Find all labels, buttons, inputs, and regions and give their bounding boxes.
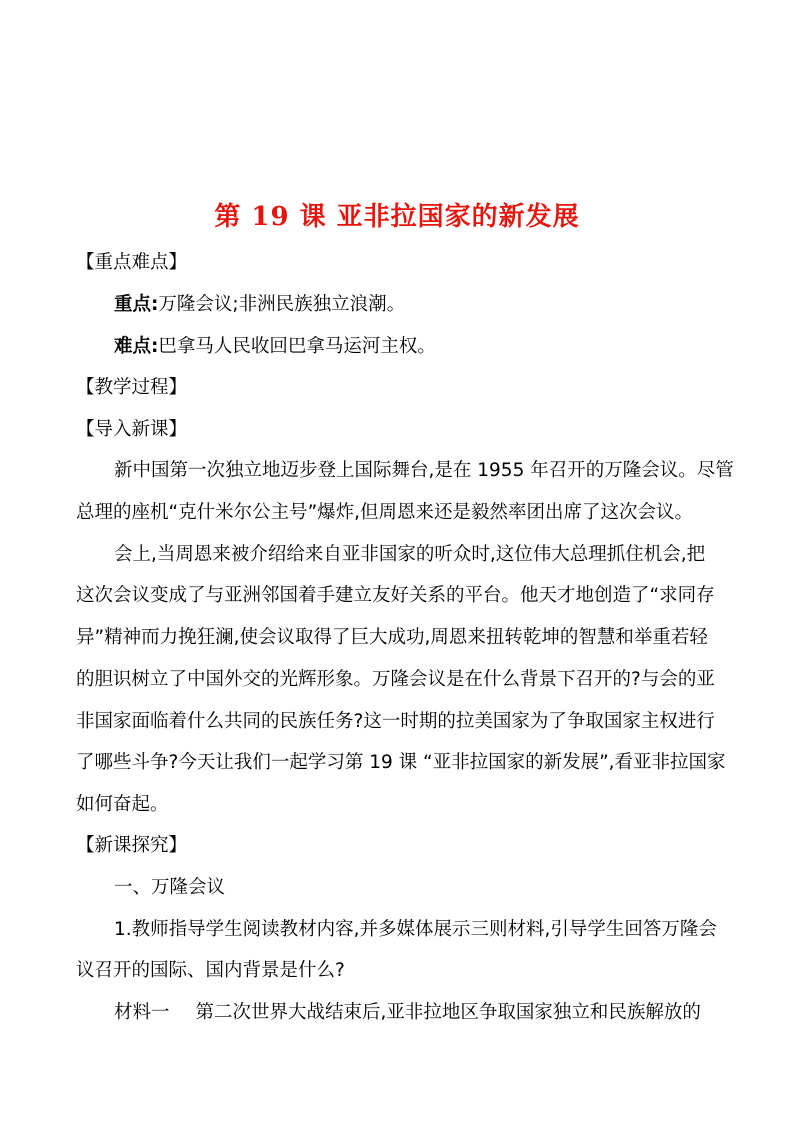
intro-para2-line1: 会上,当周恩来被介绍给来自亚非国家的听众时,这位伟大总理抓住机会,把 bbox=[114, 544, 706, 565]
difficult-points-line bbox=[114, 336, 726, 358]
subsection-heading-bandung: 一、万隆会议 bbox=[114, 877, 226, 898]
section-heading-new-lesson: 【新课探究】 bbox=[76, 835, 188, 856]
intro-para2-line3: 异”精神而力挽狂澜,使会议取得了巨大成功,周恩来扭转乾坤的智慧和举重若轻 bbox=[76, 627, 708, 648]
key-points-line bbox=[114, 294, 726, 316]
section-heading-intro: 【导入新课】 bbox=[76, 419, 188, 440]
intro-para1-line1: 新中国第一次独立地迈步登上国际舞台,是在 1955 年召开的万隆会议。尽管 bbox=[114, 460, 734, 481]
material1-line bbox=[114, 1002, 726, 1024]
material1-label: 材料一 bbox=[114, 1002, 170, 1023]
intro-para2-line5: 非国家面临着什么共同的民族任务?这一时期的拉美国家为了争取国家主权进行 bbox=[76, 711, 715, 732]
section-heading-teaching-process: 【教学过程】 bbox=[76, 377, 188, 398]
intro-para2-line6: 了哪些斗争?今天让我们一起学习第 19 课 “亚非拉国家的新发展”,看亚非拉国家 bbox=[76, 752, 726, 773]
difficult-points-label: 难点: bbox=[114, 336, 159, 357]
intro-para1-line2: 总理的座机“克什米尔公主号”爆炸,但周恩来还是毅然率团出席了这次会议。 bbox=[76, 502, 694, 523]
material1-text: 第二次世界大战结束后,亚非拉地区争取国家独立和民族解放的 bbox=[195, 1002, 701, 1023]
difficult-points-text: 巴拿马人民收回巴拿马运河主权。 bbox=[158, 336, 436, 357]
step1-line1: 1.教师指导学生阅读教材内容,并多媒体展示三则材料,引导学生回答万隆会 bbox=[114, 919, 717, 940]
key-points-text: 万隆会议;非洲民族独立浪潮。 bbox=[158, 294, 406, 315]
intro-para2-line2: 这次会议变成了与亚洲邻国着手建立友好关系的平台。他天才地创造了“求同存 bbox=[76, 585, 715, 606]
section-heading-key-difficult: 【重点难点】 bbox=[76, 252, 188, 273]
page-title: 第 19 课 亚非拉国家的新发展 bbox=[214, 202, 580, 232]
step1-line2: 议召开的国际、国内背景是什么? bbox=[76, 960, 345, 981]
intro-para2-line4: 的胆识树立了中国外交的光辉形象。万隆会议是在什么背景下召开的?与会的亚 bbox=[76, 669, 715, 690]
intro-para2-line7: 如何奋起。 bbox=[76, 794, 169, 815]
key-points-label: 重点: bbox=[114, 294, 159, 315]
